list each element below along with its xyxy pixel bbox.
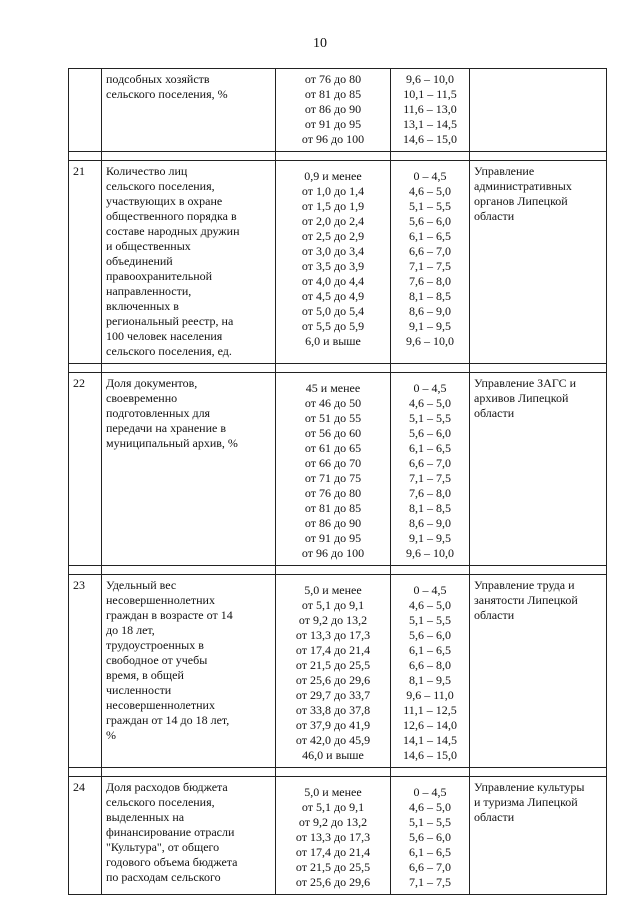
row-number: 22 [73,376,85,390]
indicator-name-line: граждан от 14 до 18 лет, [106,713,230,727]
value-range: от 25,6 до 29,6 [295,673,371,687]
indicator-name-line: "Культура", от общего [106,840,220,854]
row-number-cell [69,575,102,768]
row-number-cell [69,373,102,566]
responsible-body-line: Управление ЗАГС и [474,376,577,390]
indicator-name-line: и общественных [106,239,191,253]
score-range: 5,1 – 5,5 [409,199,451,213]
responsible-body-cell [470,161,607,364]
score-range: 6,1 – 6,5 [409,441,451,455]
indicator-name-cell [102,161,276,364]
indicator-name-line: несовершеннолетних [106,698,215,712]
indicator-table [68,68,607,895]
indicator-name-line: по расходам сельского [106,870,221,884]
table-row [69,373,607,566]
value-range: от 4,0 до 4,4 [301,274,365,288]
value-range: от 66 до 70 [304,456,362,470]
indicator-name-line: региональный реестр, на [106,314,234,328]
value-range: 45 и менее [305,381,361,395]
score-range: 0 – 4,5 [413,169,447,183]
responsible-body-line: Управление культуры [474,780,585,794]
responsible-body-line: архивов Липецкой [474,391,569,405]
separator-cell [102,364,276,373]
indicator-name-line: включенных в [106,299,179,313]
table-row [69,575,607,768]
score-range: 7,1 – 7,5 [409,259,451,273]
indicator-name-cell [102,373,276,566]
separator-cell [69,152,102,161]
value-range: от 96 до 100 [301,546,365,560]
separator-cell [391,364,470,373]
responsible-body-line: области [474,406,515,420]
separator-cell [69,364,102,373]
indicator-name-cell [102,69,276,152]
value-range: от 76 до 80 [304,486,362,500]
indicator-name-line: Доля расходов бюджета [106,780,228,794]
responsible-body-line: административных [474,179,572,193]
responsible-body-cell [470,777,607,895]
value-range-cell [276,69,391,152]
row-number: 23 [73,578,85,592]
value-range: 5,0 и менее [304,785,362,799]
value-range: от 25,6 до 29,6 [295,875,371,889]
separator-cell [391,152,470,161]
responsible-body-cell [470,575,607,768]
row-number: 24 [73,780,85,794]
indicator-name-line: Удельный вес [106,578,177,592]
table-row [69,777,607,895]
indicator-name-line: сельского поселения, [106,179,215,193]
responsible-body-line: Управление [474,164,535,178]
indicator-name-line: трудоустроенных в [106,638,204,652]
indicator-name-line: сельского поселения, [106,795,215,809]
value-range: от 61 до 65 [304,441,362,455]
value-range: от 1,0 до 1,4 [301,184,365,198]
score-range: 11,1 – 12,5 [403,703,457,717]
row-number: 21 [73,164,85,178]
indicator-name-line: до 18 лет, [106,623,155,637]
score-range: 9,6 – 11,0 [406,688,454,702]
value-range: от 1,5 до 1,9 [301,199,365,213]
score-range: 4,6 – 5,0 [409,184,451,198]
score-range: 8,1 – 9,5 [409,673,451,687]
score-range: 9,1 – 9,5 [409,531,451,545]
score-range: 7,1 – 7,5 [409,471,451,485]
value-range-cell [276,161,391,364]
score-range: 6,1 – 6,5 [409,643,451,657]
indicator-name-line: несовершеннолетних [106,593,215,607]
separator-cell [391,768,470,777]
indicator-name-line: 100 человек населения [106,329,223,343]
indicator-name-line: своевременно [106,391,178,405]
row-number-cell [69,161,102,364]
score-range: 5,6 – 6,0 [409,214,451,228]
row-separator [69,364,607,373]
value-range: от 91 до 95 [304,117,362,131]
score-range: 6,6 – 8,0 [409,658,451,672]
responsible-body-line: области [474,209,515,223]
indicator-name-line: Количество лиц [106,164,188,178]
score-range: 13,1 – 14,5 [403,117,457,131]
value-range: от 2,5 до 2,9 [301,229,365,243]
score-range: 0 – 4,5 [413,785,447,799]
responsible-body-cell [470,69,607,152]
score-range: 4,6 – 5,0 [409,598,451,612]
score-range: 7,1 – 7,5 [409,875,451,889]
indicator-name-line: правоохранительной [106,269,213,283]
separator-cell [470,152,607,161]
score-range: 6,6 – 7,0 [409,244,451,258]
score-range: 5,1 – 5,5 [409,815,451,829]
indicator-name-line: время, в общей [106,668,184,682]
separator-cell [102,768,276,777]
page-number: 10 [313,36,327,51]
indicator-name-line: численности [106,683,172,697]
value-range: от 2,0 до 2,4 [301,214,365,228]
value-range: от 96 до 100 [301,132,365,146]
score-range: 8,6 – 9,0 [409,516,451,530]
value-range: от 86 до 90 [304,516,362,530]
score-range: 8,1 – 8,5 [409,501,451,515]
indicator-name-line: передачи на хранение в [106,421,226,435]
table-row [69,69,607,152]
responsible-body-line: и туризма Липецкой [474,795,578,809]
score-range: 9,6 – 10,0 [406,72,454,86]
indicator-name-line: финансирование отрасли [106,825,235,839]
indicator-name-line: участвующих в охране [106,194,223,208]
row-separator [69,768,607,777]
score-cell [391,777,470,895]
score-range: 12,6 – 14,0 [403,718,457,732]
value-range: от 37,9 до 41,9 [295,718,371,732]
row-number-cell [69,69,102,152]
value-range: от 56 до 60 [304,426,362,440]
value-range: от 5,1 до 9,1 [301,800,365,814]
score-range: 7,6 – 8,0 [409,486,451,500]
indicator-name-line: выделенных на [106,810,185,824]
indicator-name-cell [102,575,276,768]
value-range: 5,0 и менее [304,583,362,597]
value-range: от 4,5 до 4,9 [301,289,365,303]
responsible-body-line: органов Липецкой [474,194,568,208]
score-range: 6,1 – 6,5 [409,845,451,859]
indicator-name-line: сельского поселения, % [106,87,228,101]
value-range: от 13,3 до 17,3 [295,830,371,844]
value-range: от 71 до 75 [304,471,362,485]
score-range: 9,6 – 10,0 [406,334,454,348]
indicator-name-line: годового объема бюджета [106,855,238,869]
score-range: 14,6 – 15,0 [403,748,457,762]
separator-cell [276,152,391,161]
separator-cell [470,566,607,575]
separator-cell [69,768,102,777]
score-cell [391,69,470,152]
value-range-cell [276,575,391,768]
separator-cell [470,364,607,373]
value-range: от 5,0 до 5,4 [301,304,365,318]
value-range: от 46 до 50 [304,396,362,410]
row-separator [69,152,607,161]
responsible-body-line: Управление труда и [474,578,575,592]
score-range: 5,1 – 5,5 [409,613,451,627]
indicator-name-line: % [106,728,116,742]
score-range: 5,6 – 6,0 [409,426,451,440]
score-range: 9,1 – 9,5 [409,319,451,333]
separator-cell [470,768,607,777]
score-range: 0 – 4,5 [413,381,447,395]
score-range: 0 – 4,5 [413,583,447,597]
value-range: от 9,2 до 13,2 [298,613,368,627]
value-range: от 42,0 до 45,9 [295,733,371,747]
separator-cell [69,566,102,575]
score-range: 5,6 – 6,0 [409,628,451,642]
responsible-body-line: занятости Липецкой [474,593,578,607]
score-cell [391,575,470,768]
score-range: 6,1 – 6,5 [409,229,451,243]
indicator-name-line: муниципальный архив, % [106,436,238,450]
indicator-name-line: общественного порядка в [106,209,237,223]
value-range: от 17,4 до 21,4 [295,643,371,657]
score-range: 8,1 – 8,5 [409,289,451,303]
value-range-cell [276,373,391,566]
table-row [69,161,607,364]
score-range: 9,6 – 10,0 [406,546,454,560]
score-range: 6,6 – 7,0 [409,860,451,874]
indicator-name-line: подготовленных для [106,406,211,420]
score-range: 14,1 – 14,5 [403,733,457,747]
indicator-name-line: составе народных дружин [106,224,240,238]
indicator-name-line: Доля документов, [106,376,198,390]
value-range: 46,0 и выше [302,748,364,762]
score-range: 7,6 – 8,0 [409,274,451,288]
value-range: от 76 до 80 [304,72,362,86]
value-range: от 21,5 до 25,5 [295,658,371,672]
value-range: от 51 до 55 [304,411,362,425]
score-range: 5,6 – 6,0 [409,830,451,844]
value-range: от 3,0 до 3,4 [301,244,365,258]
indicator-name-line: подсобных хозяйств [106,72,210,86]
score-range: 5,1 – 5,5 [409,411,451,425]
separator-cell [276,364,391,373]
value-range-cell [276,777,391,895]
score-range: 4,6 – 5,0 [409,800,451,814]
value-range: от 9,2 до 13,2 [298,815,368,829]
responsible-body-line: области [474,810,515,824]
indicator-name-line: объединений [106,254,173,268]
indicator-name-line: свободное от учебы [106,653,208,667]
score-cell [391,161,470,364]
value-range: от 33,8 до 37,8 [295,703,371,717]
separator-cell [102,152,276,161]
indicator-name-line: направленности, [106,284,192,298]
score-range: 8,6 – 9,0 [409,304,451,318]
value-range: 6,0 и выше [305,334,361,348]
score-range: 10,1 – 11,5 [403,87,457,101]
score-cell [391,373,470,566]
value-range: от 91 до 95 [304,531,362,545]
row-number-cell [69,777,102,895]
value-range: от 3,5 до 3,9 [301,259,365,273]
value-range: от 86 до 90 [304,102,362,116]
separator-cell [391,566,470,575]
value-range: от 13,3 до 17,3 [295,628,371,642]
separator-cell [102,566,276,575]
indicator-name-line: сельского поселения, ед. [106,344,232,358]
value-range: от 81 до 85 [304,87,362,101]
score-range: 11,6 – 13,0 [403,102,457,116]
row-separator [69,566,607,575]
value-range: от 29,7 до 33,7 [295,688,371,702]
score-range: 14,6 – 15,0 [403,132,457,146]
indicator-name-line: граждан в возрасте от 14 [106,608,233,622]
responsible-body-cell [470,373,607,566]
value-range: от 5,5 до 5,9 [301,319,365,333]
value-range: от 17,4 до 21,4 [295,845,371,859]
score-range: 6,6 – 7,0 [409,456,451,470]
score-range: 4,6 – 5,0 [409,396,451,410]
separator-cell [276,566,391,575]
value-range: от 81 до 85 [304,501,362,515]
value-range: 0,9 и менее [304,169,362,183]
value-range: от 5,1 до 9,1 [301,598,365,612]
value-range: от 21,5 до 25,5 [295,860,371,874]
separator-cell [276,768,391,777]
indicator-name-cell [102,777,276,895]
responsible-body-line: области [474,608,515,622]
